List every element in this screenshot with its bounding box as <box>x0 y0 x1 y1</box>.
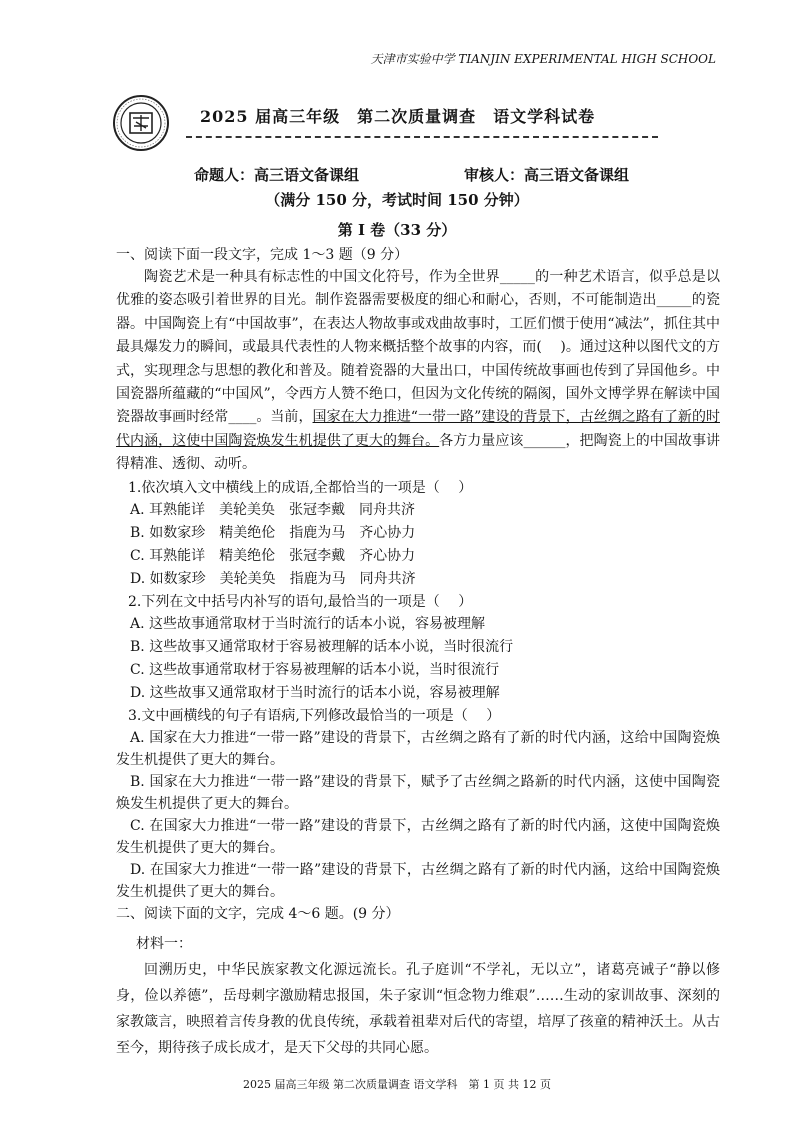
q1-option-d <box>116 568 720 591</box>
option-cell: B. 如数家珍 <box>130 524 206 541</box>
title-divider <box>186 136 658 138</box>
option-cell: 张冠李戴 <box>289 501 346 518</box>
option-cell: 美轮美奂 <box>219 570 276 587</box>
exam-content <box>116 244 720 1061</box>
option-cell: 美轮美奂 <box>219 501 276 518</box>
section1-heading: 一、阅读下面一段文字，完成 1～3 题（9 分） <box>116 247 409 263</box>
score-time: （满分 150 分，考试时间 150 分钟） <box>265 191 529 209</box>
section2-heading: 二、阅读下面的文字，完成 4～6 题。(9 分） <box>116 905 400 922</box>
school-seal-icon <box>112 94 170 152</box>
q2-option-a: A. 这些故事通常取材于当时流行的话本小说，容易被理解 <box>130 615 486 632</box>
q3-option-b: B. 国家在大力推进“一带一路”建设的背景下，赋予了古丝绸之路新的时代内涵，这使中国陶瓷焕发生机提供了更大的舞台。 <box>116 773 720 812</box>
volume-title: 第 I 卷（33 分） <box>337 221 457 239</box>
option-cell: C. 耳熟能详 <box>130 547 206 564</box>
q1-option-c <box>116 545 720 568</box>
option-cell: 齐心协力 <box>359 524 416 541</box>
q2-option-b: B. 这些故事又通常取材于容易被理解的话本小说，当时很流行 <box>130 638 514 655</box>
q2-option-d: D. 这些故事又通常取材于当时流行的话本小说，容易被理解 <box>130 684 500 701</box>
q3-stem: 3.文中画横线的句子有语病,下列修改最恰当的一项是（ ） <box>128 707 501 724</box>
q3-option-c: C. 在国家大力推进“一带一路”建设的背景下，古丝绸之路有了新的时代内涵，这使中国陶瓷焕发生机提供了更大的舞台。 <box>116 817 720 856</box>
setters-line <box>194 164 654 185</box>
q1-option-a <box>116 499 720 522</box>
option-cell: 张冠李戴 <box>289 547 346 564</box>
passage-underlined: 国家在大力推进“一带一路”建设的背景下，古丝绸之路有了新的时代内涵，这使中国陶瓷焕发生机提供了更大的舞台。 <box>116 409 720 449</box>
passage-end: 各方力量应该______，把陶瓷上的中国故事讲得精准、透彻、动听。 <box>116 432 721 473</box>
q1-stem: 1.依次填入文中横线上的成语,全都恰当的一项是（ ） <box>128 479 473 496</box>
q2-option-c: C. 这些故事通常取材于容易被理解的话本小说，当时很流行 <box>130 661 500 678</box>
passage-text: 陶瓷艺术是一种具有标志性的中国文化符号，作为全世界_____的一种艺术语言，似乎总是以优雅的姿态吸引着世界的目光。制作瓷器需要极度的细心和耐心，否则，不可能制造出_____的瓷器。中国陶瓷上有“中国故事”，在表达人物故事或戏曲故事时，工匠们惯于使用“减法”，抓住其中最具爆发力的瞬间，或最具代表性的人物来概括整个故事的内容，而( )。通过这种以图代文的方式，实现理念与思想的教化和普及。随着瓷器的大量出口，中国传统故事画也传到了异国他乡。中国瓷器所蕴藏的“中国风”，令西方人赞不绝口，但因为文化传统的隔阂，国外文博学界在解读中国瓷器故事画时经常____。当前， <box>116 269 720 426</box>
material-label: 材料一： <box>136 935 192 952</box>
q3-option-a: A. 国家在大力推进“一带一路”建设的背景下，古丝绸之路有了新的时代内涵，这给中国陶瓷焕发生机提供了更大的舞台。 <box>116 729 720 768</box>
page-footer: 2025 届高三年级 第二次质量调查 语文学科 第 1 页 共 12 页 <box>243 1078 551 1091</box>
section2-passage: 回溯历史，中华民族家教文化源远流长。孔子庭训“不学礼，无以立”，诸葛亮诫子“静以修身，俭以养德”，岳母刺字激励精忠报国，朱子家训“恒念物力维艰”……生动的家训故事、深刻的家教箴言，映照着言传身教的优良传统，承载着祖辈对后代的寄望，培厚了孩童的精神沃土。从古至今，期待孩子成长成才，是天下父母的共同心愿。 <box>116 961 720 1056</box>
option-cell: 同舟共济 <box>359 570 416 587</box>
option-cell: 精美绝伦 <box>219 524 276 541</box>
setter: 命题人：高三语文备课组 <box>194 166 360 184</box>
q3-option-d: D. 在国家大力推进“一带一路”建设的背景下，古丝绸之路有了新的时代内涵，这给中国陶瓷焕发生机提供了更大的舞台。 <box>116 861 720 900</box>
section1-passage <box>116 266 720 477</box>
option-cell: 指鹿为马 <box>289 524 346 541</box>
option-cell: 精美绝伦 <box>219 547 276 564</box>
option-cell: 指鹿为马 <box>289 570 346 587</box>
q1-option-b <box>116 522 720 545</box>
q2-stem: 2.下列在文中括号内补写的语句,最恰当的一项是（ ） <box>128 593 473 610</box>
option-cell: 同舟共济 <box>359 501 416 518</box>
reviewer: 审核人：高三语文备课组 <box>464 166 630 184</box>
option-cell: 齐心协力 <box>359 547 416 564</box>
school-name: 天津市实验中学 TIANJIN EXPERIMENTAL HIGH SCHOOL <box>370 52 716 66</box>
option-cell: A. 耳熟能详 <box>130 501 206 518</box>
exam-title: 2025 届高三年级 第二次质量调查 语文学科试卷 <box>200 107 596 126</box>
option-cell: D. 如数家珍 <box>130 570 206 587</box>
